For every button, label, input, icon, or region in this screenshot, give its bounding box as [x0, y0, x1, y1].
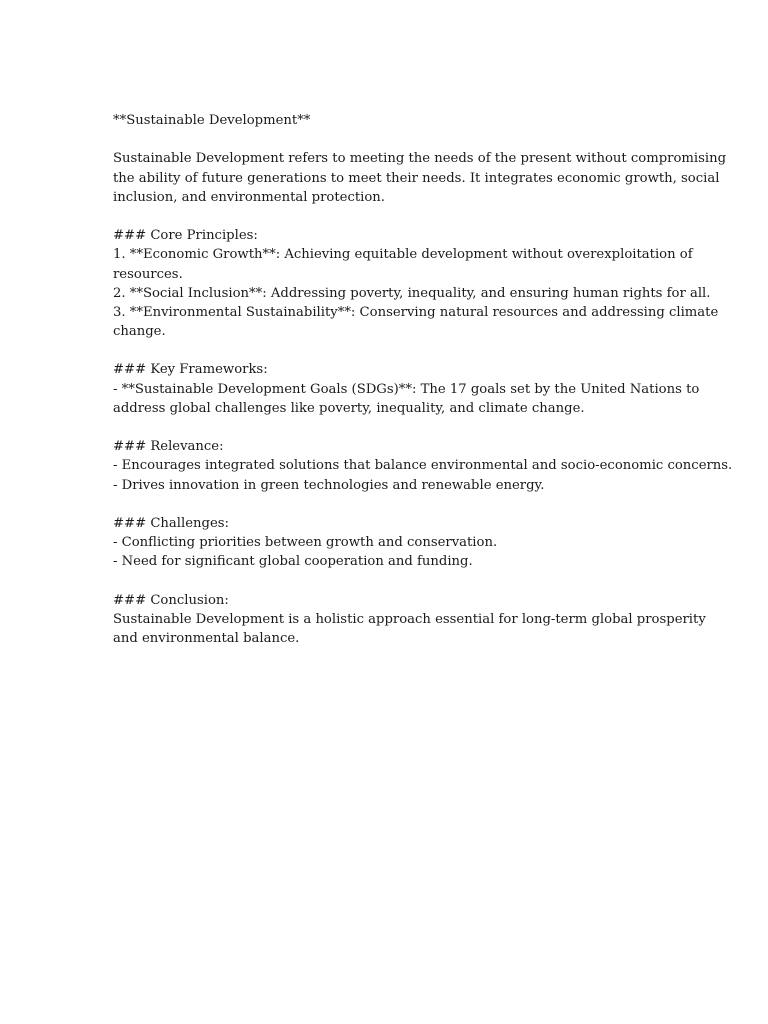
list-item: 2. **Social Inclusion**: Addressing poverty, inequality, and ensuring human rights for all. [113, 285, 711, 301]
list-item: change. [113, 324, 166, 340]
intro-line: Sustainable Development refers to meeting the needs of the present without compromising [113, 151, 727, 167]
spacer [113, 207, 673, 226]
core-principles-section [113, 226, 719, 341]
section-heading: ### Key Frameworks: [113, 362, 268, 378]
document-body [113, 111, 733, 648]
challenges-section [113, 514, 673, 572]
spacer [113, 495, 673, 514]
list-item: resources. [113, 266, 183, 282]
list-item: - Conflicting priorities between growth and conservation. [113, 535, 498, 551]
section-heading: ### Conclusion: [113, 592, 229, 608]
list-item: - **Sustainable Development Goals (SDGs)**: The 17 goals set by the United Nations to [113, 381, 700, 397]
section-heading: ### Core Principles: [113, 228, 258, 244]
spacer [113, 572, 673, 591]
list-item: - Need for significant global cooperation and funding. [113, 554, 473, 570]
paragraph-line: and environmental balance. [113, 631, 300, 647]
list-item: 1. **Economic Growth**: Achieving equitable development without overexploitation of [113, 247, 693, 263]
list-item: - Drives innovation in green technologies and renewable energy. [113, 477, 545, 493]
spacer [113, 418, 673, 437]
key-frameworks-section [113, 360, 700, 418]
list-item: address global challenges like poverty, inequality, and climate change. [113, 400, 585, 416]
intro-line: the ability of future generations to meet their needs. It integrates economic growth, social [113, 170, 720, 186]
list-item: 3. **Environmental Sustainability**: Conserving natural resources and addressing climate [113, 304, 719, 320]
section-heading: ### Relevance: [113, 439, 224, 455]
intro-line: inclusion, and environmental protection. [113, 189, 385, 205]
spacer [113, 130, 673, 149]
section-heading: ### Challenges: [113, 515, 229, 531]
relevance-section [113, 437, 733, 495]
intro-paragraph [113, 149, 727, 207]
conclusion-section [113, 591, 706, 649]
paragraph-line: Sustainable Development is a holistic approach essential for long-term global prosperity [113, 611, 706, 627]
document-title: **Sustainable Development** [113, 113, 311, 128]
list-item: - Encourages integrated solutions that balance environmental and socio-economic concerns. [113, 458, 733, 474]
spacer [113, 341, 673, 360]
